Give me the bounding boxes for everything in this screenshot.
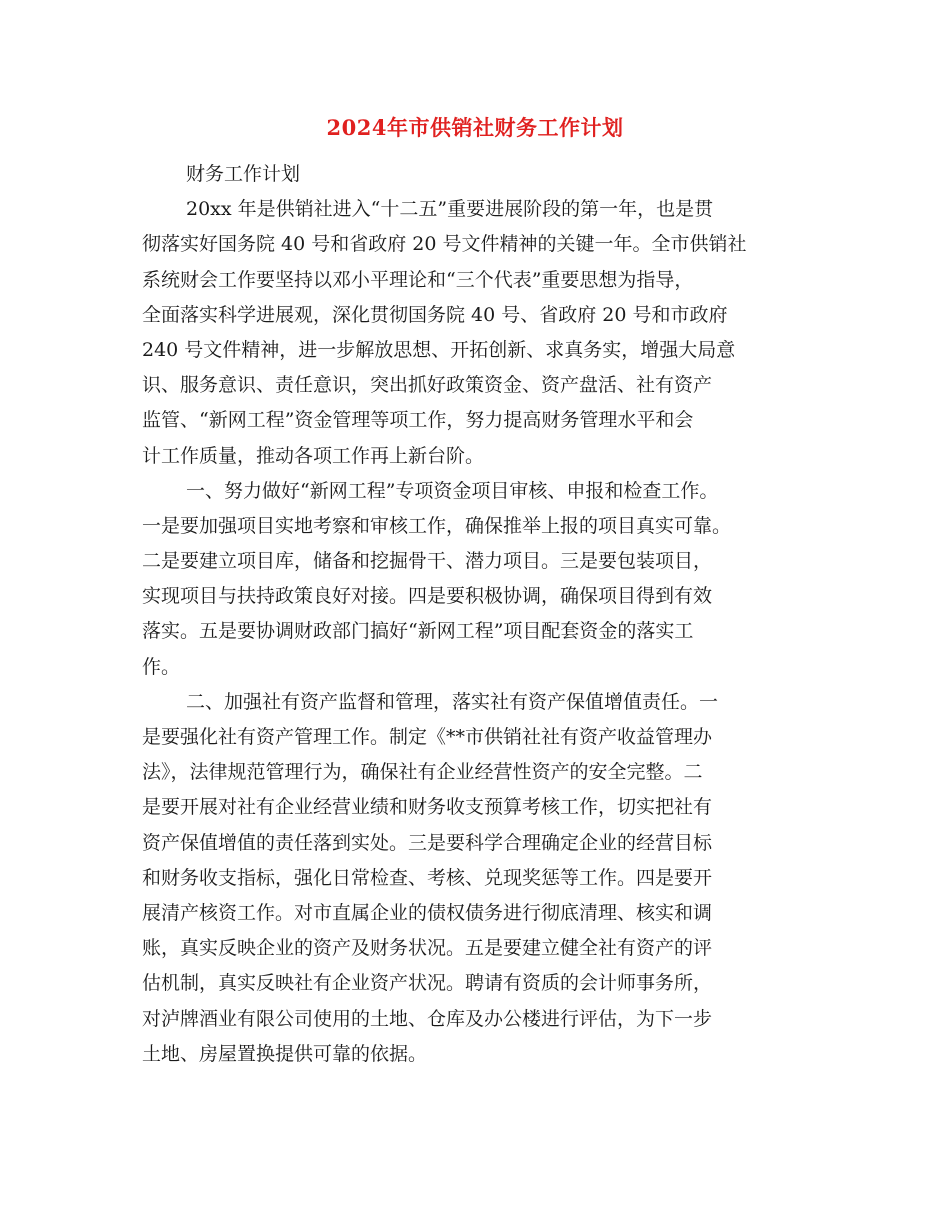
- paragraph-section-2: [142, 685, 810, 1072]
- text-line: 实现项目与扶持政策良好对接。四是要积极协调，确保项目得到有效: [142, 585, 713, 608]
- text-line: 全面落实科学进展观，深化贯彻国务院 40 号、省政府 20 号和市政府: [142, 303, 728, 326]
- text-line: 资产保值增值的责任落到实处。三是要科学合理确定企业的经营目标: [142, 831, 713, 854]
- text-line: 对泸牌酒业有限公司使用的土地、仓库及办公楼进行评估，为下一步: [142, 1007, 713, 1030]
- text-line: 是要开展对社有企业经营业绩和财务收支预算考核工作，切实把社有: [142, 796, 713, 819]
- text-line: 落实。五是要协调财政部门搞好“新网工程”项目配套资金的落实工: [142, 620, 694, 643]
- text-line: 账，真实反映企业的资产及财务状况。五是要建立健全社有资产的评: [142, 937, 713, 960]
- text-line: 系统财会工作要坚持以邓小平理论和“三个代表”重要思想为指导，: [142, 268, 694, 291]
- text-line: 彻落实好国务院 40 号和省政府 20 号文件精神的关键一年。全市供销社: [142, 233, 747, 256]
- text-line: 计工作质量，推动各项工作再上新台阶。: [142, 444, 485, 467]
- text-line: 作。: [142, 655, 181, 678]
- paragraph-intro: [142, 192, 810, 474]
- text-line: 法》，法律规范管理行为，确保社有企业经营性资产的安全完整。二: [142, 761, 703, 784]
- text-line: 二是要建立项目库，储备和挖掘骨干、潜力项目。三是要包装项目，: [142, 550, 713, 573]
- paragraph-heading: [142, 157, 810, 192]
- text-line: 财务工作计划: [186, 163, 301, 185]
- text-line: 20xx 年是供销社进入“十二五”重要进展阶段的第一年，也是贯: [186, 198, 714, 221]
- text-line: 二、加强社有资产监督和管理，落实社有资产保值增值责任。一: [186, 690, 719, 713]
- paragraph-section-1: [142, 474, 810, 685]
- text-line: 估机制，真实反映社有企业资产状况。聘请有资质的会计师事务所，: [142, 972, 713, 995]
- text-line: 240 号文件精神，进一步解放思想、开拓创新、求真务实，增强大局意: [142, 338, 736, 361]
- text-line: 识、服务意识、责任意识，突出抓好政策资金、资产盘活、社有资产: [142, 374, 713, 397]
- text-line: 监管、“新网工程”资金管理等项工作，努力提高财务管理水平和会: [142, 409, 694, 432]
- text-line: 土地、房屋置换提供可靠的依据。: [142, 1042, 428, 1065]
- document-body: [142, 157, 810, 1072]
- document-title: 2024年市供销社财务工作计划: [326, 115, 624, 140]
- text-line: 展清产核资工作。对市直属企业的债权债务进行彻底清理、核实和调: [142, 901, 713, 924]
- text-line: 是要强化社有资产管理工作。制定《**市供销社社有资产收益管理办: [142, 726, 713, 748]
- text-line: 一、努力做好“新网工程”专项资金项目审核、申报和检查工作。: [186, 479, 719, 502]
- text-line: 和财务收支指标，强化日常检查、考核、兑现奖惩等工作。四是要开: [142, 866, 713, 889]
- text-line: 一是要加强项目实地考察和审核工作，确保推举上报的项目真实可靠。: [142, 514, 732, 537]
